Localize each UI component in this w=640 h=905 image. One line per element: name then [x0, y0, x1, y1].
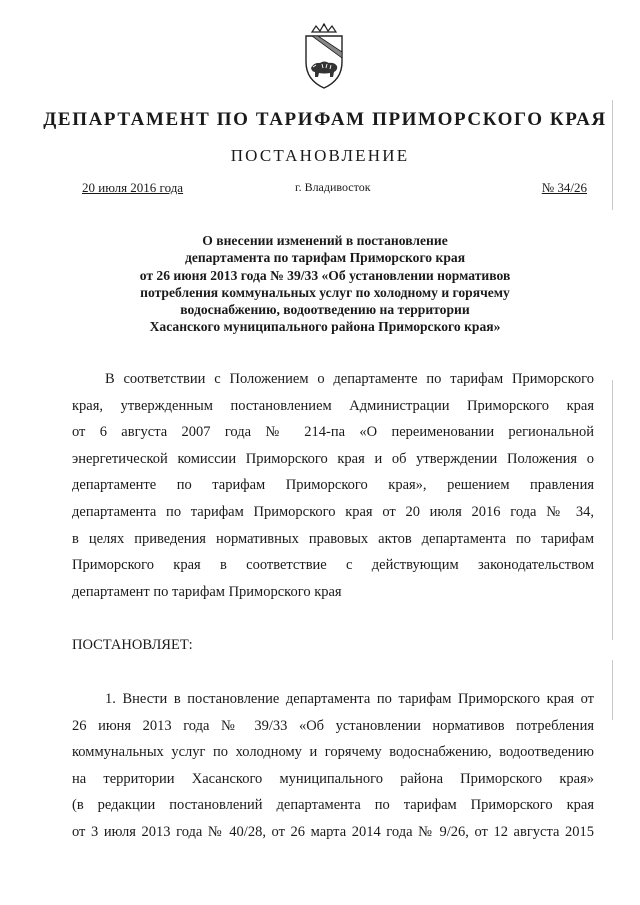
subject-line: водоснабжению, водоотведению на территории — [180, 302, 470, 318]
paragraph-line: Приморского края в соответствие с действующим законодательством — [72, 557, 594, 574]
document-city: г. Владивосток — [295, 180, 371, 194]
scan-margin-line — [612, 380, 613, 640]
scan-margin-line — [612, 100, 613, 210]
document-type: ПОСТАНОВЛЕНИЕ — [230, 146, 410, 165]
paragraph-line: коммунальных услуг по холодному и горячему водоснабжению, водоотведению — [72, 744, 594, 761]
paragraph-line: В соответствии с Положением о департаменте по тарифам Приморского — [105, 371, 594, 387]
paragraph-line: (в редакции постановлений департамента по тарифам Приморского края — [72, 797, 594, 814]
subject-line: Хасанского муниципального района Приморского края» — [149, 319, 501, 335]
subject-line: О внесении изменений в постановление — [202, 233, 448, 248]
preamble-paragraph — [72, 366, 594, 605]
document-subject — [90, 232, 560, 336]
paragraph-line: департамент по тарифам Приморского края — [72, 583, 342, 600]
paragraph-line: 26 июня 2013 года № 39/33 «Об установлении нормативов потребления — [72, 717, 594, 734]
resolve-heading: ПОСТАНОВЛЯЕТ: — [72, 637, 193, 653]
paragraph-line: края, утвержденным постановлением Администрации Приморского края — [72, 397, 594, 414]
paragraph-line: энергетической комиссии Приморского края и об утверждении Положения о — [72, 450, 594, 467]
paragraph-line: департамента по тарифам Приморского края от 20 июля 2016 года № 34, — [72, 503, 594, 520]
clause-paragraph — [72, 686, 594, 846]
document-number: № 34/26 — [541, 180, 587, 195]
paragraph-line: департаменте по тарифам Приморского края», решением правления — [72, 477, 594, 494]
paragraph-line: 1. Внести в постановление департамента по тарифам Приморского края от — [105, 691, 594, 707]
subject-line: департамента по тарифам Приморского края — [184, 250, 466, 266]
paragraph-line: от 3 июля 2013 года № 40/28, от 26 марта 2014 года № 9/26, от 12 августа 2015 — [72, 823, 594, 840]
document-meta — [82, 180, 587, 200]
coat-of-arms-emblem — [298, 22, 350, 92]
department-title: ДЕПАРТАМЕНТ ПО ТАРИФАМ ПРИМОРСКОГО КРАЯ — [43, 109, 607, 130]
paragraph-line: в целях приведения нормативных правовых актов департамента по тарифам — [72, 530, 594, 547]
subject-line: потребления коммунальных услуг по холодному и горячему — [140, 284, 510, 300]
paragraph-line: на территории Хасанского муниципального района Приморского края» — [72, 770, 594, 787]
subject-line: от 26 июня 2013 года № 39/33 «Об установлении нормативов — [139, 267, 511, 283]
scan-margin-line — [612, 660, 613, 720]
document-date: 20 июля 2016 года — [82, 180, 184, 195]
paragraph-line: от 6 августа 2007 года № 214-па «О переименовании региональной — [72, 424, 594, 441]
